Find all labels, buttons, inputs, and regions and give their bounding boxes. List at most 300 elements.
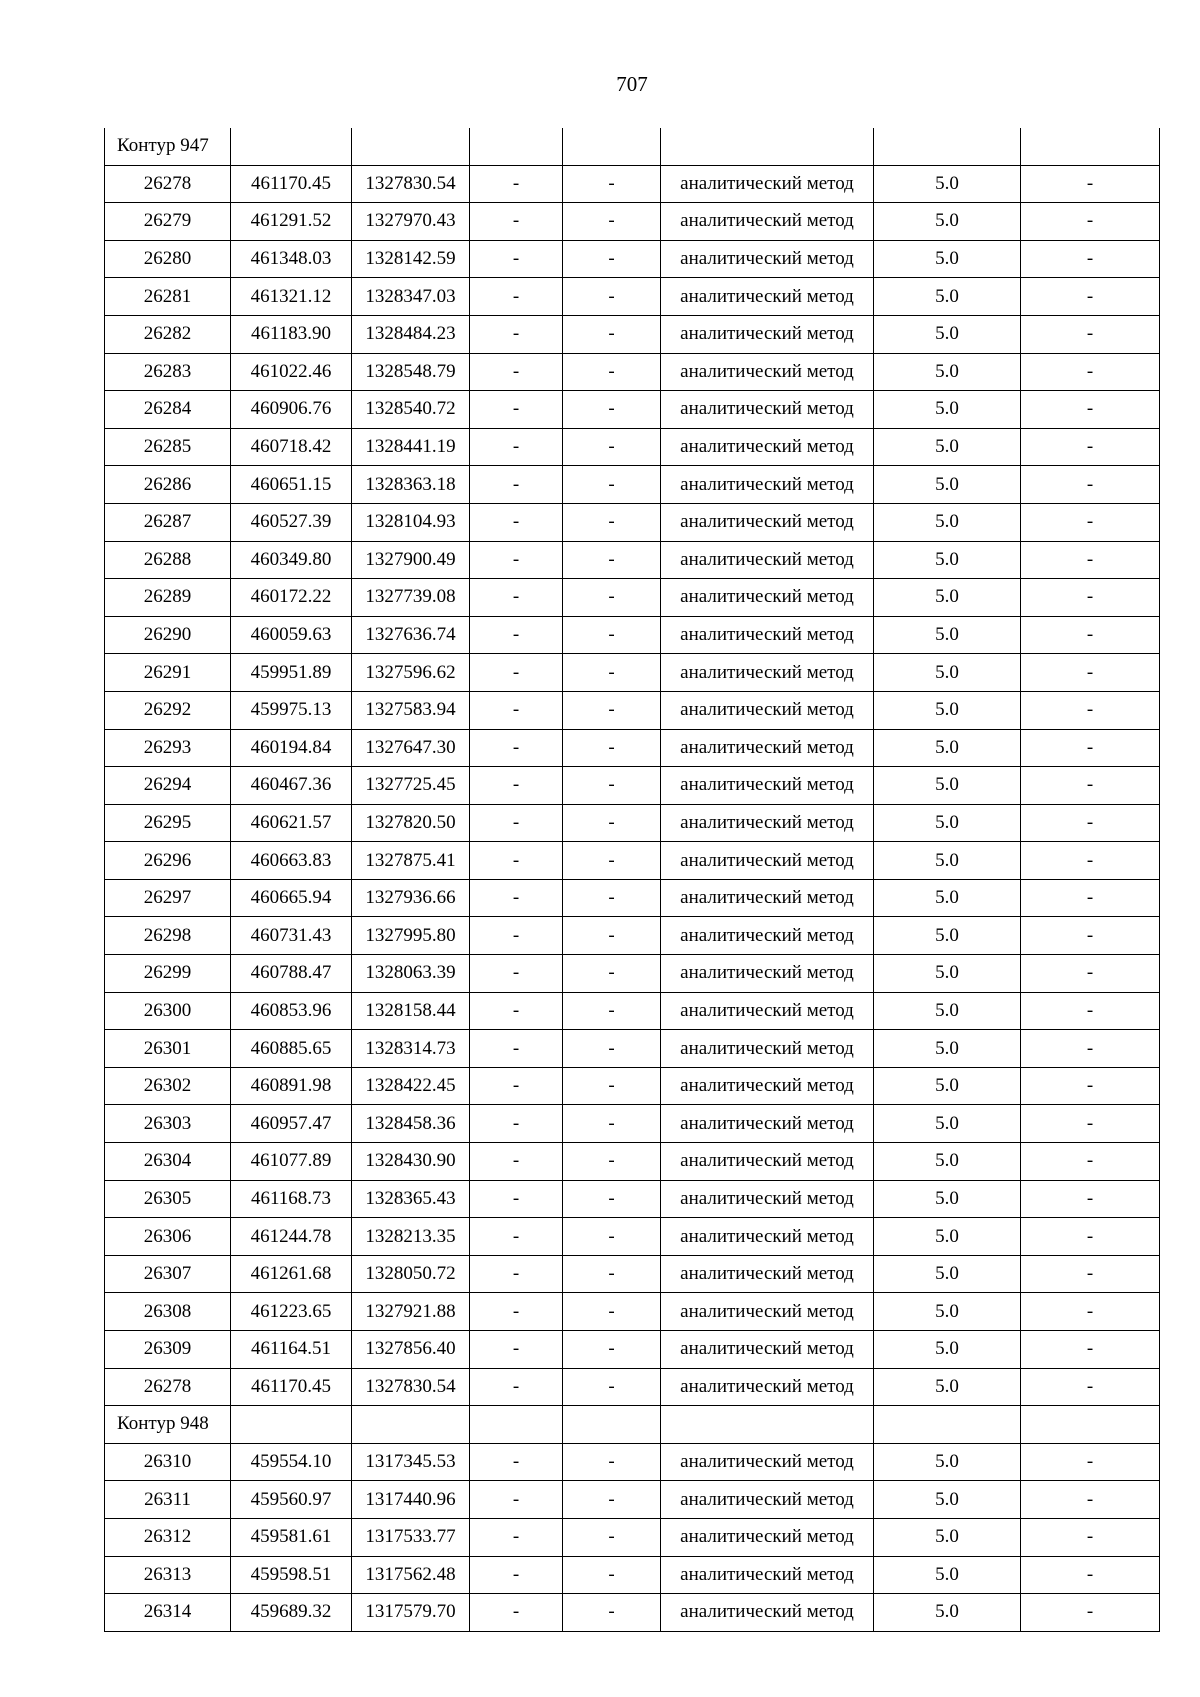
accuracy-cell: 5.0	[874, 1443, 1021, 1481]
dash-cell-2: -	[563, 240, 661, 278]
method-cell: аналитический метод	[661, 1030, 874, 1068]
point-number-cell: 26303	[105, 1105, 231, 1143]
y-coordinate-cell: 1317533.77	[352, 1518, 470, 1556]
accuracy-cell: 5.0	[874, 1030, 1021, 1068]
dash-cell-2: -	[563, 1218, 661, 1256]
table-row	[105, 767, 1160, 805]
accuracy-cell: 5.0	[874, 804, 1021, 842]
dash-cell-3: -	[1021, 616, 1160, 654]
table-row	[105, 353, 1160, 391]
method-cell: аналитический метод	[661, 466, 874, 504]
y-coordinate-cell: 1327830.54	[352, 1368, 470, 1406]
dash-cell-1: -	[470, 955, 563, 993]
dash-cell-1: -	[470, 391, 563, 429]
point-number-cell: 26284	[105, 391, 231, 429]
method-cell: аналитический метод	[661, 1143, 874, 1181]
dash-cell-3: -	[1021, 1556, 1160, 1594]
dash-cell-1: -	[470, 1293, 563, 1331]
dash-cell-3: -	[1021, 240, 1160, 278]
dash-cell-1: -	[470, 879, 563, 917]
y-coordinate-cell: 1328458.36	[352, 1105, 470, 1143]
x-coordinate-cell: 461170.45	[231, 165, 352, 203]
dash-cell-1: -	[470, 278, 563, 316]
point-number-cell: 26291	[105, 654, 231, 692]
dash-cell-2: -	[563, 1331, 661, 1369]
table-row	[105, 1481, 1160, 1519]
dash-cell-3: -	[1021, 278, 1160, 316]
y-coordinate-cell: 1327636.74	[352, 616, 470, 654]
dash-cell-3: -	[1021, 879, 1160, 917]
method-cell: аналитический метод	[661, 391, 874, 429]
dash-cell-2: -	[563, 691, 661, 729]
dash-cell-3: -	[1021, 691, 1160, 729]
point-number-cell: 26301	[105, 1030, 231, 1068]
y-coordinate-cell: 1328548.79	[352, 353, 470, 391]
method-cell: аналитический метод	[661, 1556, 874, 1594]
dash-cell-2: -	[563, 1556, 661, 1594]
y-coordinate-cell: 1327596.62	[352, 654, 470, 692]
dash-cell-2: -	[563, 767, 661, 805]
accuracy-cell: 5.0	[874, 917, 1021, 955]
point-number-cell: 26312	[105, 1518, 231, 1556]
dash-cell-2: -	[563, 729, 661, 767]
method-cell: аналитический метод	[661, 729, 874, 767]
table-body	[105, 128, 1160, 1631]
dash-cell-1: -	[470, 616, 563, 654]
method-cell: аналитический метод	[661, 691, 874, 729]
table-row	[105, 1556, 1160, 1594]
dash-cell-3: -	[1021, 1105, 1160, 1143]
x-coordinate-cell: 460885.65	[231, 1030, 352, 1068]
accuracy-cell: 5.0	[874, 879, 1021, 917]
x-coordinate-cell: 459951.89	[231, 654, 352, 692]
x-coordinate-cell: 460663.83	[231, 842, 352, 880]
dash-cell-2: -	[563, 503, 661, 541]
empty-cell	[563, 1406, 661, 1444]
dash-cell-1: -	[470, 203, 563, 241]
table-row	[105, 391, 1160, 429]
method-cell: аналитический метод	[661, 1594, 874, 1632]
x-coordinate-cell: 461022.46	[231, 353, 352, 391]
y-coordinate-cell: 1327875.41	[352, 842, 470, 880]
method-cell: аналитический метод	[661, 165, 874, 203]
point-number-cell: 26311	[105, 1481, 231, 1519]
dash-cell-2: -	[563, 541, 661, 579]
table-row	[105, 466, 1160, 504]
dash-cell-3: -	[1021, 1293, 1160, 1331]
table-row	[105, 1443, 1160, 1481]
point-number-cell: 26302	[105, 1067, 231, 1105]
method-cell: аналитический метод	[661, 1218, 874, 1256]
dash-cell-3: -	[1021, 1443, 1160, 1481]
empty-cell	[352, 128, 470, 165]
point-number-cell: 26289	[105, 579, 231, 617]
dash-cell-3: -	[1021, 1030, 1160, 1068]
dash-cell-3: -	[1021, 992, 1160, 1030]
dash-cell-3: -	[1021, 315, 1160, 353]
dash-cell-1: -	[470, 541, 563, 579]
dash-cell-1: -	[470, 353, 563, 391]
dash-cell-2: -	[563, 1180, 661, 1218]
table-row	[105, 1518, 1160, 1556]
x-coordinate-cell: 461168.73	[231, 1180, 352, 1218]
dash-cell-1: -	[470, 315, 563, 353]
dash-cell-3: -	[1021, 1255, 1160, 1293]
method-cell: аналитический метод	[661, 579, 874, 617]
dash-cell-2: -	[563, 1143, 661, 1181]
table-row	[105, 541, 1160, 579]
x-coordinate-cell: 460467.36	[231, 767, 352, 805]
dash-cell-1: -	[470, 917, 563, 955]
point-number-cell: 26294	[105, 767, 231, 805]
x-coordinate-cell: 460172.22	[231, 579, 352, 617]
dash-cell-3: -	[1021, 466, 1160, 504]
x-coordinate-cell: 459598.51	[231, 1556, 352, 1594]
x-coordinate-cell: 460651.15	[231, 466, 352, 504]
table-row	[105, 1105, 1160, 1143]
dash-cell-2: -	[563, 278, 661, 316]
dash-cell-2: -	[563, 955, 661, 993]
x-coordinate-cell: 460957.47	[231, 1105, 352, 1143]
point-number-cell: 26300	[105, 992, 231, 1030]
dash-cell-1: -	[470, 1443, 563, 1481]
method-cell: аналитический метод	[661, 767, 874, 805]
dash-cell-3: -	[1021, 203, 1160, 241]
method-cell: аналитический метод	[661, 1368, 874, 1406]
empty-cell	[1021, 1406, 1160, 1444]
accuracy-cell: 5.0	[874, 955, 1021, 993]
accuracy-cell: 5.0	[874, 1218, 1021, 1256]
accuracy-cell: 5.0	[874, 691, 1021, 729]
dash-cell-3: -	[1021, 353, 1160, 391]
dash-cell-2: -	[563, 879, 661, 917]
x-coordinate-cell: 459581.61	[231, 1518, 352, 1556]
y-coordinate-cell: 1327647.30	[352, 729, 470, 767]
table-row	[105, 203, 1160, 241]
dash-cell-3: -	[1021, 955, 1160, 993]
accuracy-cell: 5.0	[874, 353, 1021, 391]
table-row	[105, 917, 1160, 955]
method-cell: аналитический метод	[661, 879, 874, 917]
empty-cell	[874, 1406, 1021, 1444]
table-row	[105, 804, 1160, 842]
method-cell: аналитический метод	[661, 240, 874, 278]
empty-cell	[874, 128, 1021, 165]
accuracy-cell: 5.0	[874, 579, 1021, 617]
dash-cell-1: -	[470, 240, 563, 278]
accuracy-cell: 5.0	[874, 1331, 1021, 1369]
empty-cell	[231, 1406, 352, 1444]
accuracy-cell: 5.0	[874, 992, 1021, 1030]
table-row	[105, 654, 1160, 692]
dash-cell-1: -	[470, 503, 563, 541]
x-coordinate-cell: 461321.12	[231, 278, 352, 316]
accuracy-cell: 5.0	[874, 1594, 1021, 1632]
table-row	[105, 992, 1160, 1030]
point-number-cell: 26307	[105, 1255, 231, 1293]
dash-cell-2: -	[563, 353, 661, 391]
accuracy-cell: 5.0	[874, 391, 1021, 429]
dash-cell-2: -	[563, 1443, 661, 1481]
table-row	[105, 1368, 1160, 1406]
accuracy-cell: 5.0	[874, 616, 1021, 654]
x-coordinate-cell: 459554.10	[231, 1443, 352, 1481]
x-coordinate-cell: 460665.94	[231, 879, 352, 917]
x-coordinate-cell: 461077.89	[231, 1143, 352, 1181]
y-coordinate-cell: 1317579.70	[352, 1594, 470, 1632]
accuracy-cell: 5.0	[874, 428, 1021, 466]
x-coordinate-cell: 460194.84	[231, 729, 352, 767]
y-coordinate-cell: 1328063.39	[352, 955, 470, 993]
dash-cell-2: -	[563, 1368, 661, 1406]
method-cell: аналитический метод	[661, 842, 874, 880]
x-coordinate-cell: 461244.78	[231, 1218, 352, 1256]
point-number-cell: 26305	[105, 1180, 231, 1218]
point-number-cell: 26281	[105, 278, 231, 316]
x-coordinate-cell: 461164.51	[231, 1331, 352, 1369]
dash-cell-1: -	[470, 1518, 563, 1556]
dash-cell-3: -	[1021, 541, 1160, 579]
method-cell: аналитический метод	[661, 1293, 874, 1331]
accuracy-cell: 5.0	[874, 1556, 1021, 1594]
dash-cell-3: -	[1021, 165, 1160, 203]
accuracy-cell: 5.0	[874, 1180, 1021, 1218]
method-cell: аналитический метод	[661, 1067, 874, 1105]
point-number-cell: 26304	[105, 1143, 231, 1181]
method-cell: аналитический метод	[661, 992, 874, 1030]
table-row	[105, 315, 1160, 353]
dash-cell-2: -	[563, 315, 661, 353]
accuracy-cell: 5.0	[874, 203, 1021, 241]
method-cell: аналитический метод	[661, 1105, 874, 1143]
accuracy-cell: 5.0	[874, 1368, 1021, 1406]
y-coordinate-cell: 1317345.53	[352, 1443, 470, 1481]
table-row	[105, 579, 1160, 617]
point-number-cell: 26278	[105, 165, 231, 203]
method-cell: аналитический метод	[661, 654, 874, 692]
dash-cell-1: -	[470, 466, 563, 504]
table-row	[105, 240, 1160, 278]
empty-cell	[661, 128, 874, 165]
method-cell: аналитический метод	[661, 804, 874, 842]
dash-cell-1: -	[470, 1105, 563, 1143]
table-row	[105, 503, 1160, 541]
table-row	[105, 1331, 1160, 1369]
table-row	[105, 691, 1160, 729]
point-number-cell: 26279	[105, 203, 231, 241]
dash-cell-1: -	[470, 1218, 563, 1256]
dash-cell-3: -	[1021, 804, 1160, 842]
accuracy-cell: 5.0	[874, 729, 1021, 767]
point-number-cell: 26278	[105, 1368, 231, 1406]
y-coordinate-cell: 1328314.73	[352, 1030, 470, 1068]
x-coordinate-cell: 459689.32	[231, 1594, 352, 1632]
point-number-cell: 26310	[105, 1443, 231, 1481]
method-cell: аналитический метод	[661, 203, 874, 241]
coordinates-table	[104, 128, 1160, 1632]
x-coordinate-cell: 460788.47	[231, 955, 352, 993]
dash-cell-2: -	[563, 842, 661, 880]
dash-cell-2: -	[563, 203, 661, 241]
point-number-cell: 26313	[105, 1556, 231, 1594]
table-row	[105, 1143, 1160, 1181]
point-number-cell: 26288	[105, 541, 231, 579]
contour-label: Контур 948	[105, 1406, 231, 1444]
table-row	[105, 1218, 1160, 1256]
dash-cell-1: -	[470, 579, 563, 617]
dash-cell-3: -	[1021, 579, 1160, 617]
table-row	[105, 1180, 1160, 1218]
y-coordinate-cell: 1327725.45	[352, 767, 470, 805]
y-coordinate-cell: 1327921.88	[352, 1293, 470, 1331]
y-coordinate-cell: 1327830.54	[352, 165, 470, 203]
empty-cell	[661, 1406, 874, 1444]
point-number-cell: 26282	[105, 315, 231, 353]
x-coordinate-cell: 461223.65	[231, 1293, 352, 1331]
y-coordinate-cell: 1328104.93	[352, 503, 470, 541]
y-coordinate-cell: 1327936.66	[352, 879, 470, 917]
accuracy-cell: 5.0	[874, 1067, 1021, 1105]
dash-cell-1: -	[470, 1556, 563, 1594]
dash-cell-1: -	[470, 654, 563, 692]
y-coordinate-cell: 1327820.50	[352, 804, 470, 842]
dash-cell-2: -	[563, 1594, 661, 1632]
accuracy-cell: 5.0	[874, 315, 1021, 353]
point-number-cell: 26298	[105, 917, 231, 955]
empty-cell	[352, 1406, 470, 1444]
dash-cell-2: -	[563, 428, 661, 466]
dash-cell-1: -	[470, 1481, 563, 1519]
y-coordinate-cell: 1328050.72	[352, 1255, 470, 1293]
contour-header-row	[105, 128, 1160, 165]
point-number-cell: 26309	[105, 1331, 231, 1369]
y-coordinate-cell: 1328540.72	[352, 391, 470, 429]
dash-cell-2: -	[563, 1030, 661, 1068]
dash-cell-2: -	[563, 1481, 661, 1519]
point-number-cell: 26286	[105, 466, 231, 504]
point-number-cell: 26306	[105, 1218, 231, 1256]
point-number-cell: 26296	[105, 842, 231, 880]
point-number-cell: 26283	[105, 353, 231, 391]
y-coordinate-cell: 1328347.03	[352, 278, 470, 316]
dash-cell-3: -	[1021, 1067, 1160, 1105]
dash-cell-3: -	[1021, 1481, 1160, 1519]
point-number-cell: 26293	[105, 729, 231, 767]
table-row	[105, 729, 1160, 767]
y-coordinate-cell: 1328142.59	[352, 240, 470, 278]
empty-cell	[1021, 128, 1160, 165]
accuracy-cell: 5.0	[874, 165, 1021, 203]
dash-cell-1: -	[470, 992, 563, 1030]
accuracy-cell: 5.0	[874, 1293, 1021, 1331]
dash-cell-3: -	[1021, 1331, 1160, 1369]
dash-cell-1: -	[470, 1331, 563, 1369]
method-cell: аналитический метод	[661, 955, 874, 993]
dash-cell-1: -	[470, 1368, 563, 1406]
y-coordinate-cell: 1328484.23	[352, 315, 470, 353]
method-cell: аналитический метод	[661, 1180, 874, 1218]
dash-cell-2: -	[563, 654, 661, 692]
accuracy-cell: 5.0	[874, 503, 1021, 541]
dash-cell-2: -	[563, 1293, 661, 1331]
contour-label: Контур 947	[105, 128, 231, 165]
dash-cell-1: -	[470, 842, 563, 880]
point-number-cell: 26299	[105, 955, 231, 993]
dash-cell-2: -	[563, 165, 661, 203]
accuracy-cell: 5.0	[874, 466, 1021, 504]
table-row	[105, 879, 1160, 917]
dash-cell-1: -	[470, 691, 563, 729]
accuracy-cell: 5.0	[874, 1143, 1021, 1181]
x-coordinate-cell: 459975.13	[231, 691, 352, 729]
x-coordinate-cell: 461170.45	[231, 1368, 352, 1406]
accuracy-cell: 5.0	[874, 541, 1021, 579]
table-row	[105, 1255, 1160, 1293]
empty-cell	[563, 128, 661, 165]
dash-cell-1: -	[470, 729, 563, 767]
x-coordinate-cell: 460718.42	[231, 428, 352, 466]
dash-cell-3: -	[1021, 428, 1160, 466]
dash-cell-1: -	[470, 1255, 563, 1293]
dash-cell-2: -	[563, 579, 661, 617]
point-number-cell: 26314	[105, 1594, 231, 1632]
dash-cell-3: -	[1021, 842, 1160, 880]
dash-cell-2: -	[563, 616, 661, 654]
dash-cell-3: -	[1021, 1594, 1160, 1632]
method-cell: аналитический метод	[661, 315, 874, 353]
dash-cell-3: -	[1021, 1143, 1160, 1181]
dash-cell-3: -	[1021, 767, 1160, 805]
x-coordinate-cell: 460527.39	[231, 503, 352, 541]
dash-cell-3: -	[1021, 1368, 1160, 1406]
method-cell: аналитический метод	[661, 1518, 874, 1556]
dash-cell-2: -	[563, 804, 661, 842]
accuracy-cell: 5.0	[874, 842, 1021, 880]
dash-cell-3: -	[1021, 1180, 1160, 1218]
y-coordinate-cell: 1327856.40	[352, 1331, 470, 1369]
method-cell: аналитический метод	[661, 278, 874, 316]
dash-cell-3: -	[1021, 654, 1160, 692]
accuracy-cell: 5.0	[874, 1255, 1021, 1293]
method-cell: аналитический метод	[661, 541, 874, 579]
point-number-cell: 26292	[105, 691, 231, 729]
dash-cell-2: -	[563, 391, 661, 429]
point-number-cell: 26297	[105, 879, 231, 917]
method-cell: аналитический метод	[661, 503, 874, 541]
dash-cell-1: -	[470, 1030, 563, 1068]
dash-cell-1: -	[470, 767, 563, 805]
dash-cell-3: -	[1021, 391, 1160, 429]
dash-cell-1: -	[470, 1594, 563, 1632]
accuracy-cell: 5.0	[874, 767, 1021, 805]
point-number-cell: 26290	[105, 616, 231, 654]
x-coordinate-cell: 461261.68	[231, 1255, 352, 1293]
table-row	[105, 1067, 1160, 1105]
x-coordinate-cell: 460853.96	[231, 992, 352, 1030]
y-coordinate-cell: 1327900.49	[352, 541, 470, 579]
dash-cell-1: -	[470, 165, 563, 203]
dash-cell-2: -	[563, 1067, 661, 1105]
dash-cell-3: -	[1021, 1218, 1160, 1256]
method-cell: аналитический метод	[661, 428, 874, 466]
dash-cell-2: -	[563, 466, 661, 504]
dash-cell-1: -	[470, 1067, 563, 1105]
table-row	[105, 278, 1160, 316]
dash-cell-1: -	[470, 428, 563, 466]
y-coordinate-cell: 1328365.43	[352, 1180, 470, 1218]
empty-cell	[470, 1406, 563, 1444]
x-coordinate-cell: 460621.57	[231, 804, 352, 842]
